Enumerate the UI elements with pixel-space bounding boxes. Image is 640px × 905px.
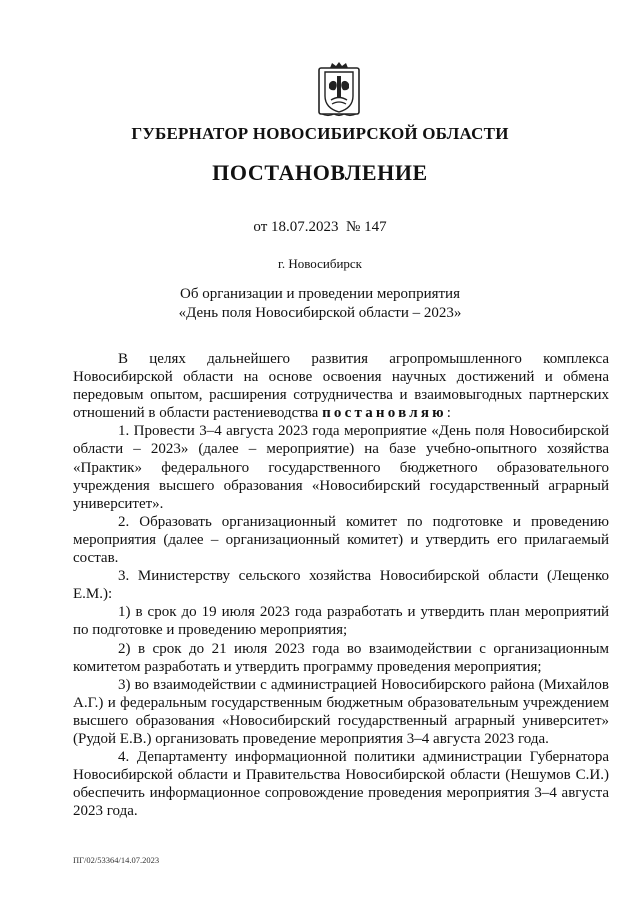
document-type-title: ПОСТАНОВЛЕНИЕ [212,160,428,185]
intro-text: В целях дальнейшего развития агропромышленного комплекса Новосибирской области на основе освоения научных достижений и обмена передовым опытом, расширения сотрудничества и взаимовыгодных партнерских отношений в области растениеводства [73,351,609,422]
governor-heading: ГУБЕРНАТОР НОВОСИБИРСКОЙ ОБЛАСТИ [131,124,509,143]
paragraph-2: 2. Образовать организационный комитет по подготовке и проведению мероприятия (далее – организационный комитет) и утвердить его прилагаемый состав. [73,513,609,567]
subject-line-2: «День поля Новосибирской области – 2023» [178,305,462,321]
paragraph-3: 3. Министерству сельского хозяйства Новосибирской области (Лещенко Е.М.): [73,568,609,603]
coat-of-arms-icon [316,62,362,120]
date-number-line [0,219,640,236]
document-subject [0,285,640,323]
number-sign: № [346,219,361,235]
paragraph-1: 1. Провести 3–4 августа 2023 года мероприятие «День поля Новосибирской области – 2023» (далее – мероприятие) на базе учебно-опытного хозяйства «Практик» федерального государственного бюджетного образовательного учреждения высшего образования «Новосибирский государственный аграрный университет». [73,423,609,512]
subject-line-1: Об организации и проведении мероприятия [180,286,460,302]
footer-code: ПГ/02/53364/14.07.2023 [73,855,160,865]
paragraph-4: 4. Департаменту информационной политики администрации Губернатора Новосибирской области и Правительства Новосибирской области (Нешумов С.И.) обеспечить информационное сопровождение проведения мероприятия 3–4 августа 2023 года. [73,749,609,820]
document-date: 18.07.2023 [271,219,339,235]
paragraph-3-3: 3) во взаимодействии с администрацией Новосибирского района (Михайлов А.Г.) и федеральным государственным бюджетным образовательным учреждением высшего образования «Новосибирский государственный аграрный университет» (Рудой Е.В.) организовать проведение мероприятия 3–4 августа 2023 года. [73,676,609,747]
decree-colon: : [446,405,451,422]
document-number: 147 [364,219,387,235]
paragraph-3-2: 2) в срок до 21 июля 2023 года во взаимодействии с организационным комитетом разработать и утвердить программу проведения мероприятия; [73,640,609,675]
document-body [73,350,609,820]
paragraph-3-1: 1) в срок до 19 июля 2023 года разработать и утвердить план мероприятий по подготовке и проведению мероприятия; [73,604,609,639]
intro-paragraph [73,350,609,422]
date-prefix: от [253,219,268,235]
decree-word: постановляю [322,405,447,422]
city-line: г. Новосибирск [277,256,362,271]
